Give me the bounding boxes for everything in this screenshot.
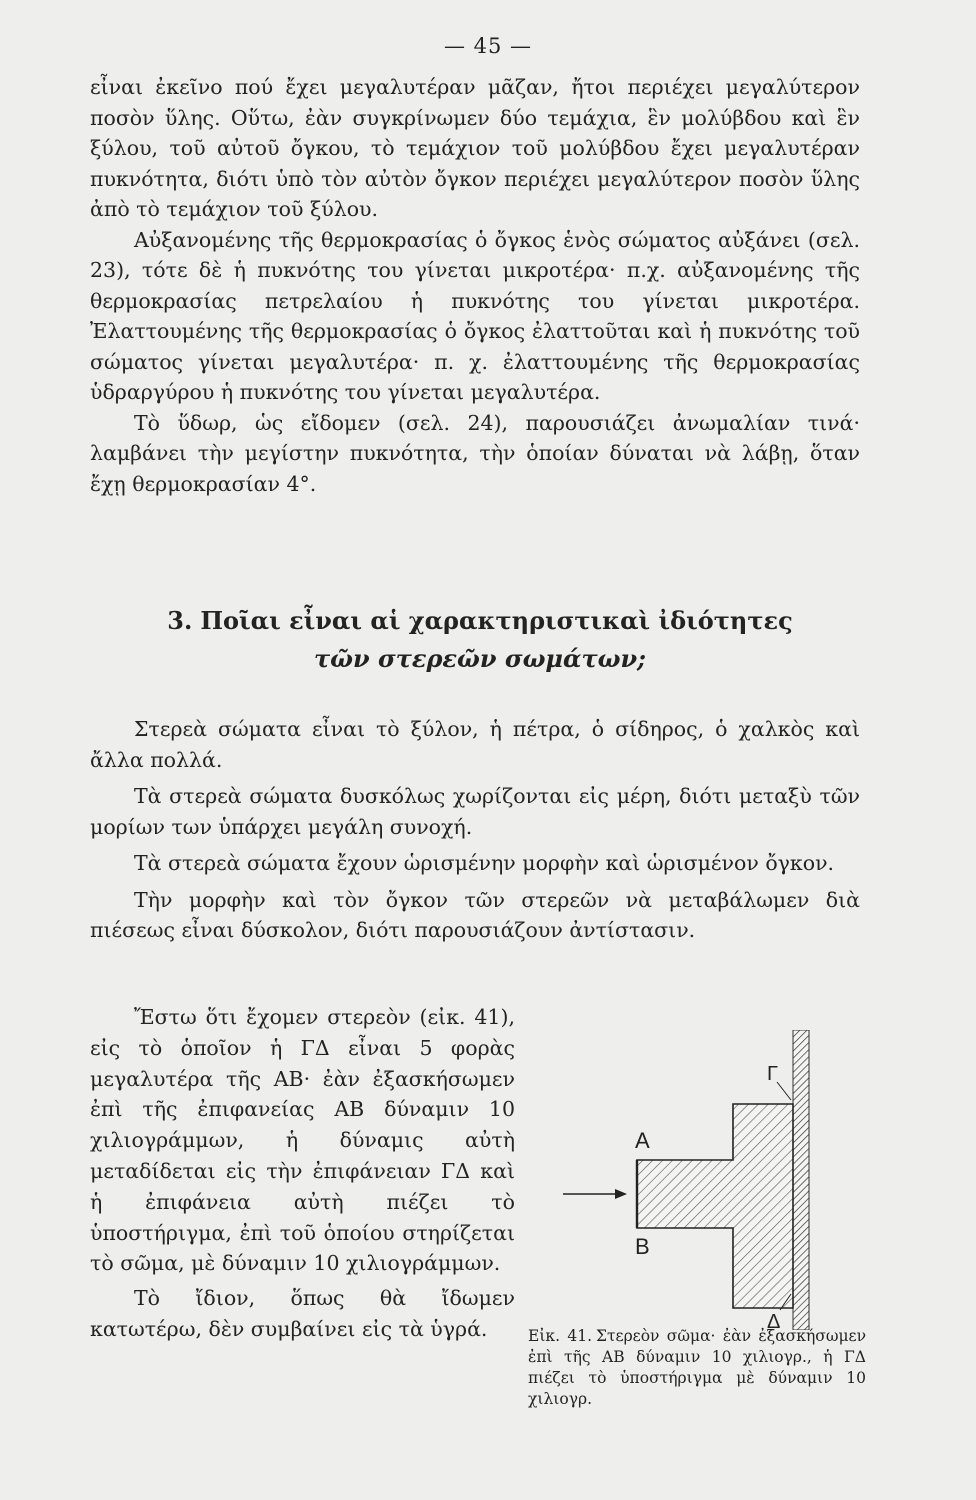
section-heading xyxy=(160,602,800,678)
section-title-line1: Ποῖαι εἶναι αἱ χαρακτηριστικαὶ ἰδιότητες xyxy=(200,606,793,635)
left-column-text xyxy=(90,1002,515,1349)
figure-caption xyxy=(528,1326,866,1410)
caption-label: Εἰκ. 41. xyxy=(528,1327,592,1345)
body-text xyxy=(90,72,860,499)
label-delta: Δ xyxy=(767,1311,781,1330)
paragraph-water-anomaly: Τὸ ὕδωρ, ὡς εἴδομεν (σελ. 24), παρουσιάζει ἀνωμαλίαν τινά· λαμβάνει τὴν μεγίστην πυκνότητα, τὴν ὁποίαν δύναται νὰ λάβῃ, ὅταν ἔχῃ θερμοκρασίαν 4°. xyxy=(90,410,860,496)
solid-body xyxy=(637,1104,793,1308)
caption-text: Στερεὸν σῶμα· ἐὰν ἐξασκήσωμεν ἐπὶ τῆς ΑΒ δύναμιν 10 χιλιογρ., ἡ ΓΔ πιέζει τὸ ὑποστήριγμα μὲ δύναμιν 10 χιλιογρ. xyxy=(528,1327,866,1408)
paragraph-solids-cohesion: Τὰ στερεὰ σώματα δυσκόλως χωρίζονται εἰς μέρη, διότι μεταξὺ τῶν μορίων των ὑπάρχει μεγάλη συνοχή. xyxy=(90,784,860,839)
paragraph-temperature-effect: Αὐξανομένης τῆς θερμοκρασίας ὁ ὄγκος ἑνὸς σώματος αὐξάνει (σελ. 23), τότε δὲ ἡ πυκνότης του γίνεται μικροτέρα· π.χ. αὐξανομένης τῆς θερμοκρασίας πετρελαίου ἡ πυκνότης του γίνεται μικροτέρα. Ἐλαττουμένης τῆς θερμοκρασίας ὁ ὄγκος ἐλαττοῦται καὶ ἡ πυκνότης τοῦ σώματος γίνεται μεγαλυτέρα· π. χ. ἐλαττουμένης τῆς θερμοκρασίας ὑδραργύρου ἡ πυκνότης του γίνεται μεγαλυτέρα. xyxy=(90,227,860,404)
paragraph-solids-shape: Τὰ στερεὰ σώματα ἔχουν ὡρισμένην μορφὴν καὶ ὡρισμένον ὄγκον. xyxy=(134,851,835,875)
label-a: Α xyxy=(635,1128,650,1153)
label-b: Β xyxy=(635,1234,650,1259)
paragraph-liquids-note: Τὸ ἴδιον, ὅπως θὰ ἴδωμεν κατωτέρω, δὲν συμβαίνει εἰς τὰ ὑγρά. xyxy=(90,1286,515,1341)
support-wall xyxy=(793,1030,809,1330)
gamma-marker-line xyxy=(777,1082,791,1100)
paragraph-density-definition: εἶναι ἐκεῖνο πού ἔχει μεγαλυτέραν μᾶζαν, ἤτοι περιέχει μεγαλύτερον ποσὸν ὕλης. Οὕτω, ἐὰν συγκρίνωμεν δύο τεμάχια, ἓν μολύβδου καὶ ἓν ξύλου, τοῦ αὐτοῦ ὄγκου, τὸ τεμάχιον τοῦ μολύβδου ἔχει μεγαλυτέραν πυκνότητα, διότι ὑπὸ τὸν αὐτὸν ὄγκον περιέχει μεγαλύτερον ποσὸν ὕλης ἀπὸ τὸ τεμάχιον τοῦ ξύλου. xyxy=(90,75,860,221)
label-gamma: Γ xyxy=(767,1063,779,1085)
paragraph-solids-examples: Στερεὰ σώματα εἶναι τὸ ξύλον, ἡ πέτρα, ὁ σίδηρος, ὁ χαλκὸς καὶ ἄλλα πολλά. xyxy=(90,717,860,772)
figure-41 xyxy=(545,1030,865,1330)
paragraph-solids-resistance: Τὴν μορφὴν καὶ τὸν ὄγκον τῶν στερεῶν νὰ μεταβάλωμεν διὰ πιέσεως εἶναι δύσκολον, διότι παρουσιάζουν ἀντίστασιν. xyxy=(90,887,860,942)
section-title-line2: τῶν στερεῶν σωμάτων; xyxy=(314,644,646,673)
section-body xyxy=(90,714,860,952)
force-arrow-head-icon xyxy=(615,1189,627,1199)
solid-body-diagram xyxy=(545,1030,865,1330)
page-number: — 45 — xyxy=(443,34,533,58)
section-number: 3. xyxy=(167,606,193,635)
paragraph-pressure-example: Ἔστω ὅτι ἔχομεν στερεὸν (εἰκ. 41), εἰς τὸ ὁποῖον ἡ ΓΔ εἶναι 5 φορὰς μεγαλυτέρα τῆς ΑΒ· ἐὰν ἐξασκήσωμεν ἐπὶ τῆς ἐπιφανείας ΑΒ δύναμιν 10 χιλιογράμμων, ἡ δύναμις αὐτὴ μεταδίδεται εἰς τὴν ἐπιφάνειαν ΓΔ καὶ ἡ ἐπιφάνεια αὐτὴ πιέζει τὸ ὑποστήριγμα, ἐπὶ τοῦ ὁποίου στηρίζεται τὸ σῶμα, μὲ δύναμιν 10 χιλιογράμμων. xyxy=(90,1005,515,1276)
